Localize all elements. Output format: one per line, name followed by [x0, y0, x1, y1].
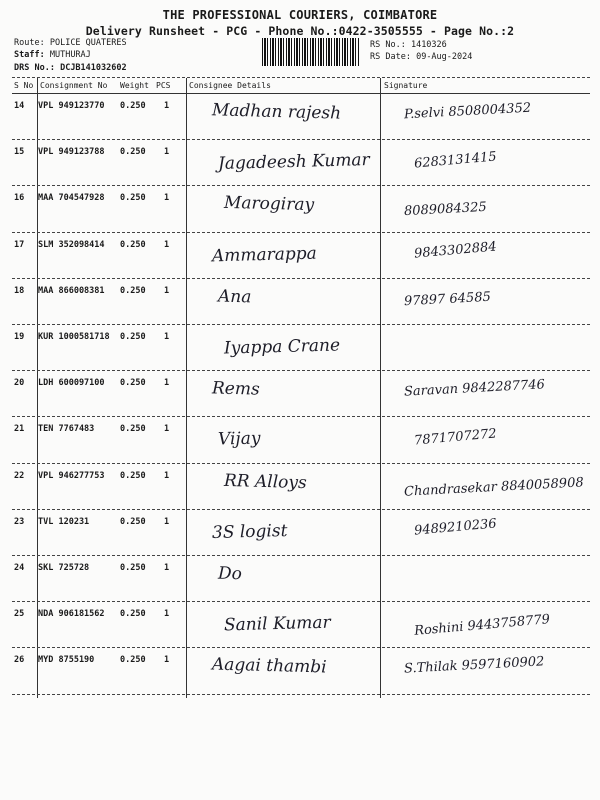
table-row: [12, 464, 590, 510]
signature-handwritten: Roshini 9443758779: [413, 612, 551, 640]
barcode-image: [262, 38, 360, 66]
consignment-number: MAA 866008381: [38, 285, 105, 296]
serial-number: 26: [14, 655, 25, 666]
rs-date-label: RS Date:: [370, 52, 411, 62]
col-header-sno: S No: [14, 81, 34, 90]
drs-line: [14, 63, 127, 73]
consignment-number: VPL 949123788: [38, 147, 105, 158]
route-value: POLICE QUATERES: [49, 38, 127, 48]
consignee-name-handwritten: Jagadeesh Kumar: [217, 150, 370, 175]
signature-handwritten: 7871707272: [413, 426, 498, 449]
weight-value: 0.250: [120, 655, 146, 666]
weight-value: 0.250: [120, 424, 146, 435]
rs-no-value: 1410326: [410, 40, 447, 50]
table-row: [12, 417, 590, 463]
weight-value: 0.250: [120, 285, 146, 296]
signature-handwritten: S.Thilak 9597160902: [403, 654, 545, 678]
table-row: [12, 648, 590, 694]
signature-handwritten: 6283131415: [413, 149, 498, 172]
consignment-number: MYD 8755190: [38, 655, 95, 666]
serial-number: 21: [14, 424, 25, 435]
consignee-name-handwritten: 3S logist: [211, 520, 288, 543]
signature-handwritten: 9843302884: [413, 239, 498, 262]
rs-no-label: RS No.:: [370, 40, 406, 50]
row-divider: [12, 694, 590, 695]
pieces-count: 1: [164, 655, 170, 666]
weight-value: 0.250: [120, 609, 146, 620]
col-header-consignment: Consignment No: [40, 81, 108, 90]
route-label: Route:: [14, 38, 45, 48]
table-row: [12, 602, 590, 648]
pieces-count: 1: [164, 332, 170, 342]
serial-number: 17: [14, 239, 25, 250]
serial-number: 23: [14, 516, 25, 527]
serial-number: 15: [14, 147, 25, 158]
consignee-name-handwritten: Do: [217, 563, 243, 585]
consignment-number: SLM 352098414: [38, 239, 105, 250]
table-row: [12, 279, 590, 325]
pieces-count: 1: [164, 516, 170, 527]
consignment-number: LDH 600097100: [38, 378, 105, 389]
route-line: [14, 38, 127, 48]
consignee-name-handwritten: RR Alloys: [223, 470, 307, 493]
pieces-count: 1: [164, 101, 170, 111]
serial-number: 25: [14, 609, 25, 620]
company-title: THE PROFESSIONAL COURIERS, COIMBATORE: [162, 8, 438, 22]
weight-value: 0.250: [120, 470, 146, 481]
drs-label: DRS No.:: [14, 63, 55, 73]
table-row: [12, 371, 590, 417]
table-top-rule: [12, 77, 590, 78]
pieces-count: 1: [164, 193, 170, 204]
serial-number: 19: [14, 332, 25, 342]
table-row: [12, 325, 590, 371]
table-row: [12, 186, 590, 232]
staff-value: MUTHURAJ: [49, 50, 91, 60]
col-header-pcs: PCS: [156, 81, 171, 90]
consignment-number: NDA 906181562: [38, 609, 105, 620]
staff-line: [14, 50, 91, 60]
consignment-number: TEN 7767483: [38, 424, 95, 435]
weight-value: 0.250: [120, 378, 146, 389]
consignee-name-handwritten: Marogiray: [223, 193, 315, 216]
pieces-count: 1: [164, 470, 170, 481]
pieces-count: 1: [164, 239, 170, 250]
pieces-count: 1: [164, 563, 170, 573]
serial-number: 14: [14, 101, 25, 111]
serial-number: 24: [14, 563, 25, 573]
consignment-number: VPL 949123770: [38, 101, 105, 111]
weight-value: 0.250: [120, 147, 146, 158]
pieces-count: 1: [164, 147, 170, 158]
signature-handwritten: 97897 64585: [403, 289, 492, 310]
pieces-count: 1: [164, 424, 170, 435]
serial-number: 22: [14, 470, 25, 481]
signature-handwritten: P.selvi 8508004352: [403, 100, 532, 123]
consignment-number: VPL 946277753: [38, 470, 105, 481]
weight-value: 0.250: [120, 101, 146, 111]
drs-value: DCJB141032602: [60, 63, 127, 73]
consignee-name-handwritten: Iyappa Crane: [223, 335, 341, 359]
consignee-name-handwritten: Ana: [217, 286, 252, 308]
weight-value: 0.250: [120, 193, 146, 204]
pieces-count: 1: [164, 378, 170, 389]
pieces-count: 1: [164, 609, 170, 620]
col-header-weight: Weight: [120, 81, 149, 90]
rs-date-line: [370, 52, 472, 62]
consignee-name-handwritten: Madhan rajesh: [211, 100, 342, 124]
serial-number: 16: [14, 193, 25, 204]
consignee-name-handwritten: Sanil Kumar: [223, 612, 331, 636]
runsheet-subtitle: Delivery Runsheet - PCG - Phone No.:0422-3505555 - Page No.:2: [85, 24, 515, 38]
consignee-name-handwritten: Rems: [211, 378, 260, 400]
pieces-count: 1: [164, 285, 170, 296]
consignee-name-handwritten: Aagai thambi: [211, 654, 327, 678]
consignment-number: KUR 1000581718: [38, 332, 110, 342]
weight-value: 0.250: [120, 332, 146, 342]
signature-handwritten: 8089084325: [403, 200, 488, 220]
table-row: [12, 140, 590, 186]
table-row: [12, 233, 590, 279]
table-row: [12, 94, 590, 140]
signature-handwritten: Saravan 9842287746: [403, 377, 546, 400]
weight-value: 0.250: [120, 239, 146, 250]
table-row: [12, 510, 590, 556]
table-row: [12, 556, 590, 602]
consignment-number: MAA 704547928: [38, 193, 105, 204]
signature-handwritten: 9489210236: [413, 516, 498, 539]
weight-value: 0.250: [120, 563, 146, 573]
staff-label: Staff:: [14, 50, 45, 60]
weight-value: 0.250: [120, 516, 146, 527]
consignee-name-handwritten: Vijay: [217, 428, 261, 450]
consignment-number: SKL 725728: [38, 563, 90, 573]
col-header-consignee: Consignee Details: [189, 81, 271, 90]
serial-number: 20: [14, 378, 25, 389]
serial-number: 18: [14, 285, 25, 296]
signature-handwritten: Chandrasekar 8840058908: [403, 474, 585, 500]
consignee-name-handwritten: Ammarappa: [211, 243, 318, 266]
consignment-number: TVL 120231: [38, 516, 90, 527]
rs-no-line: [370, 40, 447, 50]
col-header-signature: Signature: [384, 81, 428, 90]
rs-date-value: 09-Aug-2024: [416, 52, 473, 62]
